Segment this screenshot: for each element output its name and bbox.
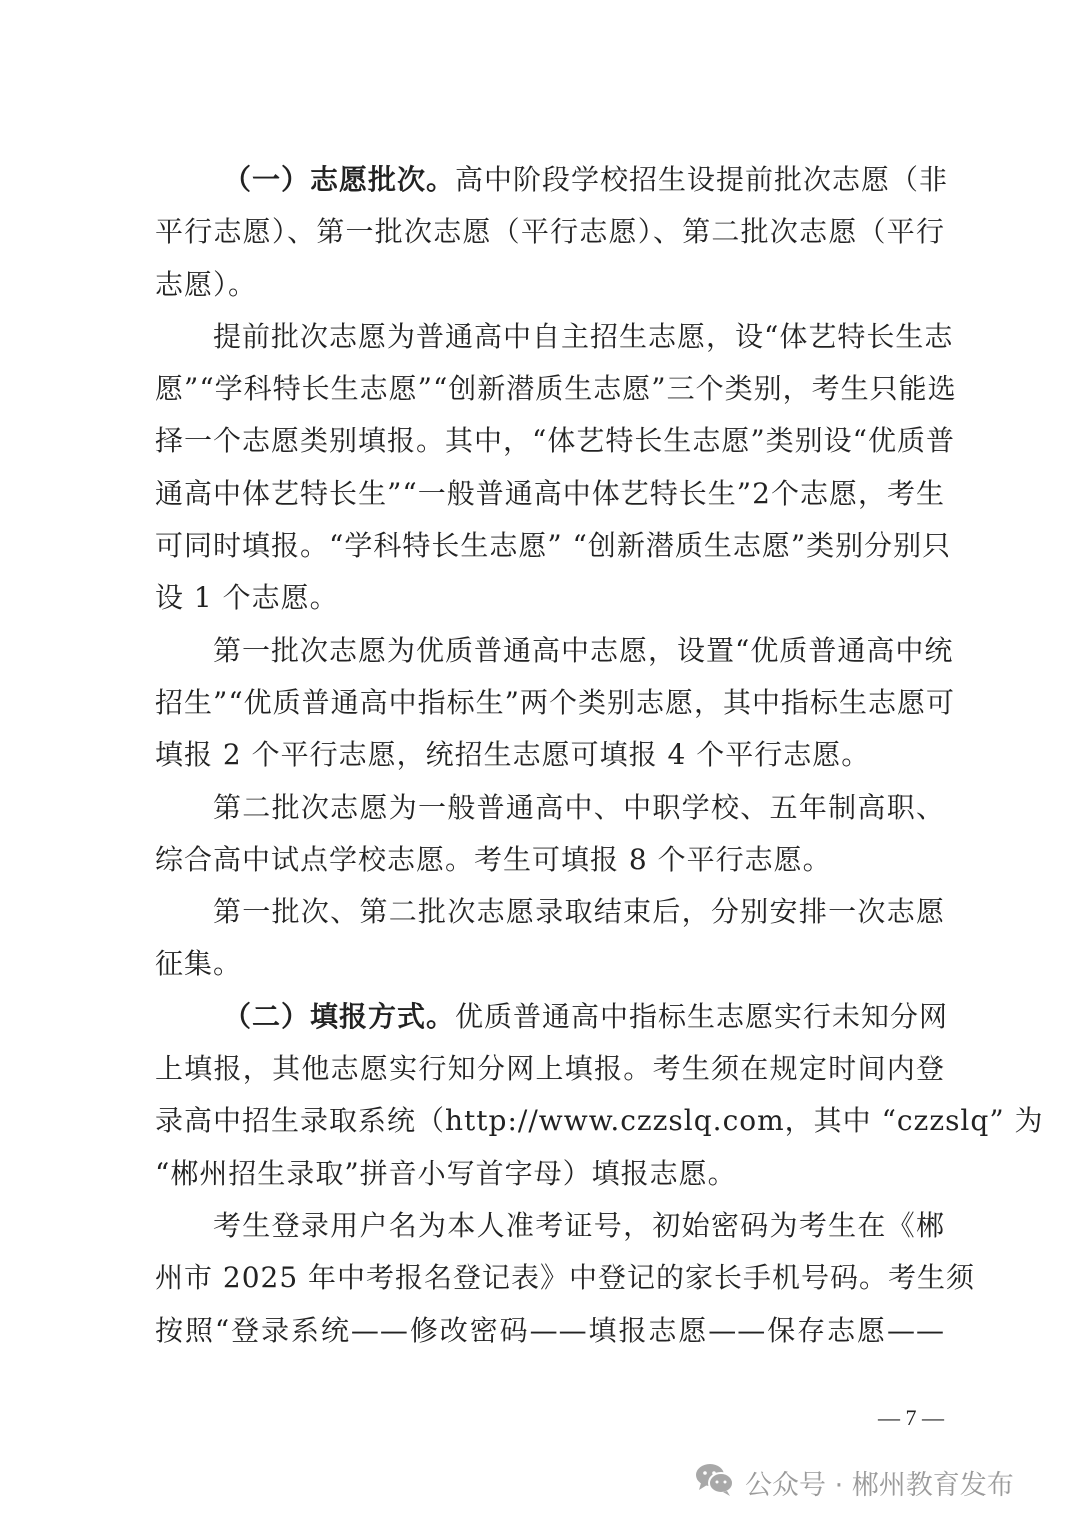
- line-text: 第一批次、第二批次志愿录取结束后，分别安排一次志愿: [213, 895, 945, 929]
- text-line: [155, 942, 945, 994]
- text-line: [155, 419, 955, 471]
- text-line: [155, 367, 957, 419]
- line-text: 招生”“优质普通高中指标生”两个类别志愿，其中指标生志愿可: [155, 685, 955, 719]
- text-line: [155, 629, 954, 681]
- text-line: [155, 1152, 945, 1204]
- line-text: 综合高中试点学校志愿。考生可填报 8 个平行志愿。: [155, 842, 832, 876]
- line-text: 考生登录用户名为本人准考证号，初始密码为考生在《郴: [213, 1208, 945, 1242]
- wechat-account-footer: [695, 1462, 1014, 1503]
- text-line: [155, 838, 945, 890]
- text-line: [155, 995, 949, 1047]
- body-paragraph: [155, 786, 945, 891]
- body-paragraph: [155, 1204, 976, 1361]
- line-text: 可同时填报。“学科特长生志愿” “创新潜质生志愿”类别分别只: [155, 529, 952, 563]
- line-text: “郴州招生录取”拼音小写首字母）填报志愿。: [155, 1156, 737, 1190]
- line-text: 设 1 个志愿。: [155, 581, 339, 615]
- line-text: 志愿）。: [155, 267, 258, 301]
- section-paragraph: [155, 995, 1044, 1204]
- section-heading: （一）志愿批次。: [223, 163, 456, 196]
- line-text: 征集。: [155, 947, 243, 981]
- text-line: [155, 733, 945, 785]
- text-line: [155, 786, 945, 838]
- text-line: [155, 1099, 1044, 1151]
- line-text: 上填报，其他志愿实行知分网上填报。考生须在规定时间内登: [155, 1052, 945, 1086]
- text-line: [155, 210, 945, 262]
- line-text: 按照“登录系统——修改密码——填报志愿——保存志愿——: [155, 1313, 945, 1347]
- line-text: 择一个志愿类别填报。其中，“体艺特长生志愿”类别设“优质普: [155, 424, 955, 458]
- line-text: 录高中招生录取系统（http://www.czzslq.com，其中 “czzslq” 为: [155, 1104, 1044, 1138]
- line-text: 填报 2 个平行志愿，统招生志愿可填报 4 个平行志愿。: [155, 738, 871, 772]
- text-line: [155, 1204, 945, 1256]
- line-text: 第二批次志愿为一般普通高中、中职学校、五年制高职、: [213, 790, 945, 824]
- line-text: 州市 2025 年中考报名登记表》中登记的家长手机号码。考生须: [155, 1261, 976, 1295]
- line-text: 提前批次志愿为普通高中自主招生志愿，设“体艺特长生志: [213, 319, 954, 353]
- page-number: — 7 —: [878, 1405, 944, 1430]
- document-body: [155, 158, 1044, 1361]
- wechat-icon: [695, 1462, 735, 1503]
- text-line: [155, 1256, 976, 1308]
- line-text: 优质普通高中指标生志愿实行未知分网: [455, 999, 949, 1033]
- line-text: 平行志愿）、第一批次志愿（平行志愿）、第二批次志愿（平行: [155, 215, 945, 249]
- text-line: [155, 158, 949, 210]
- text-line: [155, 1309, 945, 1361]
- body-paragraph: [155, 315, 957, 629]
- section-paragraph: [155, 158, 949, 315]
- text-line: [155, 524, 952, 576]
- text-line: [155, 263, 945, 315]
- text-line: [155, 681, 955, 733]
- section-heading: （二）填报方式。: [223, 999, 456, 1033]
- line-text: 通高中体艺特长生”“一般普通高中体艺特长生”2个志愿，考生: [155, 476, 945, 510]
- body-paragraph: [155, 890, 945, 995]
- text-line: [155, 472, 945, 524]
- line-text: 高中阶段学校招生设提前批次志愿（非: [455, 163, 949, 196]
- footer-account-label: 公众号 · 郴州教育发布: [745, 1470, 1014, 1501]
- text-line: [155, 315, 954, 367]
- text-line: [155, 576, 945, 628]
- text-line: [155, 1047, 945, 1099]
- line-text: 愿”“学科特长生志愿”“创新潜质生志愿”三个类别，考生只能选: [155, 372, 957, 406]
- body-paragraph: [155, 629, 955, 786]
- line-text: 第一批次志愿为优质普通高中志愿，设置“优质普通高中统: [213, 633, 954, 667]
- text-line: [155, 890, 945, 942]
